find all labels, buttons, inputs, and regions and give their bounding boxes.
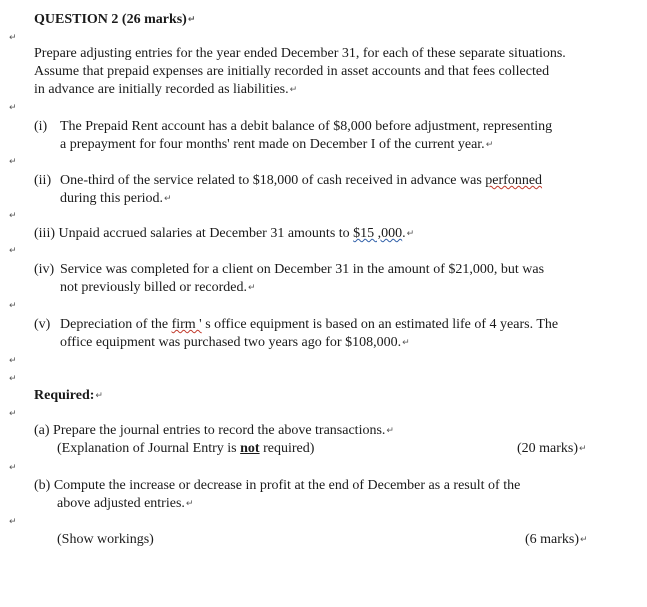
paragraph-mark: ↵	[9, 246, 17, 256]
item-text-line: One-third of the service related to $18,000 of cash received in advance was perfonned	[60, 173, 543, 188]
paragraph-mark: ↵	[9, 103, 17, 113]
paragraph-mark: ↵	[485, 140, 494, 150]
paragraph-mark: ↵	[9, 33, 17, 43]
intro-line: Prepare adjusting entries for the year ended December 31, for each of these separate situations.	[34, 46, 566, 61]
paragraph-mark: ↵	[164, 194, 172, 204]
paragraph-mark: ↵	[9, 157, 17, 167]
paragraph-mark: ↵	[9, 301, 17, 311]
marks-label: (6 marks)↵	[525, 532, 588, 547]
paragraph-mark: ↵	[9, 356, 17, 366]
required-text-line: (Explanation of Journal Entry is not required)	[57, 441, 315, 456]
item-text-line: Depreciation of the firm ' s office equipment is based on an estimated life of 4 years. The	[60, 317, 559, 332]
paragraph-mark: ↵	[402, 338, 410, 348]
spelling-flagged-word: perfonned	[485, 173, 543, 188]
paragraph-mark: ↵	[580, 535, 588, 545]
paragraph-mark: ↵	[406, 229, 415, 239]
paragraph-mark: ↵	[579, 444, 587, 454]
required-text-line: above adjusted entries.↵	[57, 496, 194, 511]
intro-line: Assume that prepaid expenses are initially recorded in asset accounts and that fees collected	[34, 64, 550, 79]
item-text-line: a prepayment for four months' rent made on December I of the current year.↵	[60, 137, 494, 152]
paragraph-mark: ↵	[187, 15, 196, 25]
item-text-line: Service was completed for a client on December 31 in the amount of $21,000, but was	[60, 262, 545, 277]
required-heading: Required:↵	[34, 388, 103, 403]
paragraph-mark: ↵	[9, 517, 17, 527]
paragraph-mark: ↵	[248, 283, 256, 293]
paragraph-mark: ↵	[9, 374, 17, 384]
paragraph-mark: ↵	[386, 426, 394, 436]
show-workings: (Show workings)	[57, 532, 154, 547]
required-text-line: (b) Compute the increase or decrease in profit at the end of December as a result of the	[34, 478, 521, 493]
item-number: (ii)	[34, 173, 52, 188]
item-text-line: office equipment was purchased two years ago for $108,000.↵	[60, 335, 410, 350]
item-text-line: not previously billed or recorded.↵	[60, 280, 256, 295]
item-number: (iv)	[34, 262, 55, 277]
item-number: (iii)	[34, 226, 55, 241]
intro-line: in advance are initially recorded as liabilities.↵	[34, 82, 298, 97]
paragraph-mark: ↵	[95, 391, 103, 401]
grammar-flagged-amount: $15 ,000	[353, 226, 403, 241]
paragraph-mark: ↵	[185, 499, 194, 509]
item-text-line: (iii) Unpaid accrued salaries at December 31 amounts to $15 ,000.↵	[34, 226, 415, 241]
spelling-flagged-word: firm '	[171, 317, 202, 332]
marks-label: (20 marks)↵	[517, 441, 587, 456]
item-number: (i)	[34, 119, 48, 134]
item-number: (v)	[34, 317, 51, 332]
paragraph-mark: ↵	[9, 463, 17, 473]
item-text-line: during this period.↵	[60, 191, 172, 206]
question-heading: QUESTION 2 (26 marks)↵	[34, 12, 196, 27]
emphasis-not: not	[240, 441, 260, 456]
required-text-line: (a) Prepare the journal entries to record the above transactions.↵	[34, 423, 394, 438]
paragraph-mark: ↵	[9, 211, 17, 221]
paragraph-mark: ↵	[289, 85, 298, 95]
paragraph-mark: ↵	[9, 409, 17, 419]
item-text-line: The Prepaid Rent account has a debit balance of $8,000 before adjustment, representing	[60, 119, 553, 134]
